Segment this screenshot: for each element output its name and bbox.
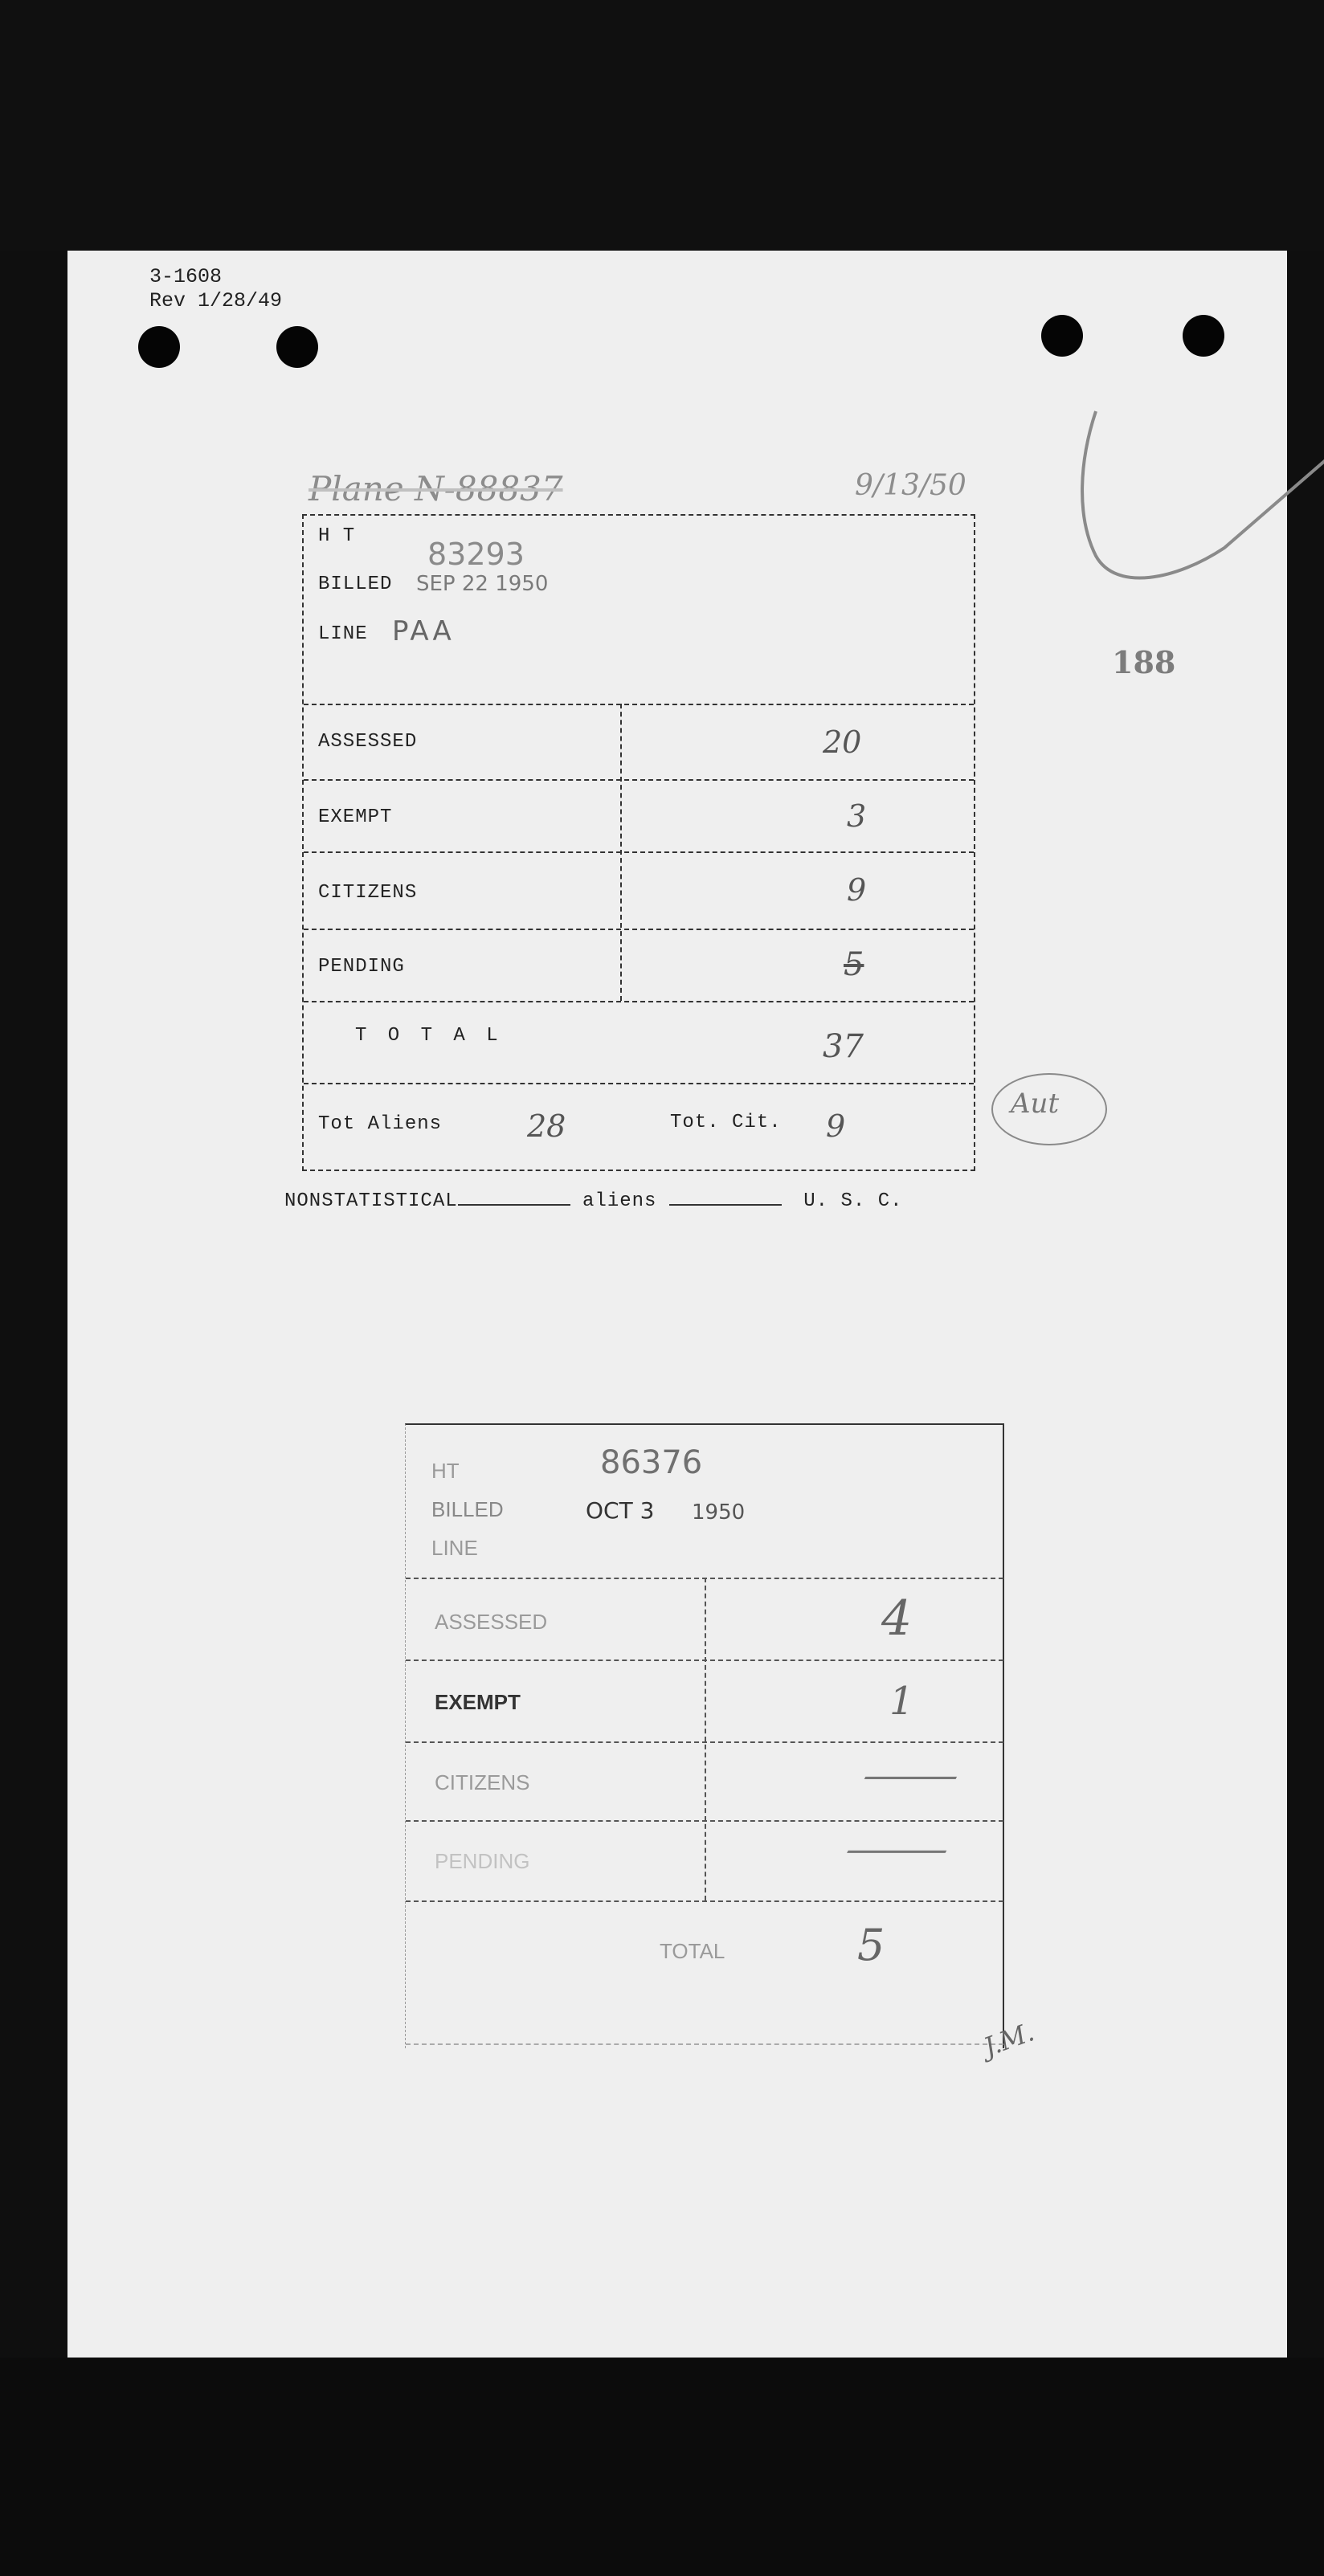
- column-divider: [705, 1578, 706, 1900]
- exempt-value: 1: [889, 1679, 914, 1724]
- assessed-label: ASSESSED: [435, 1610, 548, 1634]
- punch-hole-3: [1041, 315, 1083, 357]
- line-value: PAA: [392, 615, 455, 647]
- billed-stamp-year: 1950: [692, 1500, 746, 1525]
- plane-note: Plane N-88837: [309, 469, 563, 508]
- exempt-label: EXEMPT: [318, 806, 393, 828]
- line-label: LINE: [431, 1536, 478, 1560]
- form-revision: Rev 1/28/49: [149, 289, 283, 312]
- row-divider: [304, 1001, 974, 1002]
- pending-label: PENDING: [435, 1849, 530, 1873]
- citizens-value: —: [860, 1753, 961, 1798]
- aliens-label: aliens: [582, 1190, 657, 1212]
- nonstatistical-label: NONSTATISTICAL: [284, 1190, 458, 1212]
- bottom-rule: [406, 2043, 1003, 2045]
- billed-label: BILLED: [318, 574, 393, 595]
- assessed-label: ASSESSED: [318, 731, 418, 753]
- pending-value: 5: [844, 946, 864, 983]
- document-page: [67, 251, 1287, 2358]
- usc-label: U. S. C.: [803, 1190, 903, 1212]
- total-value: 5: [857, 1920, 885, 1970]
- billed-label: BILLED: [431, 1497, 504, 1521]
- billed-stamp-date: OCT 3: [586, 1497, 655, 1524]
- page-number: 188: [1112, 644, 1176, 680]
- initials-circle: [991, 1073, 1107, 1145]
- blank-line: [458, 1204, 570, 1206]
- row-divider: [304, 1083, 974, 1084]
- lower-initials: J.M.: [979, 2016, 1039, 2063]
- row-divider: [304, 851, 974, 853]
- column-divider: [620, 704, 622, 1001]
- line-label: LINE: [318, 623, 368, 645]
- ht-label: HT: [431, 1459, 460, 1483]
- scan-border-top: [0, 0, 1324, 251]
- total-value: 37: [823, 1028, 864, 1065]
- ht-value: 83293: [427, 537, 525, 572]
- citizens-label: CITIZENS: [318, 882, 418, 904]
- total-label: TOTAL: [660, 1939, 725, 1963]
- tot-cit-value: 9: [826, 1108, 846, 1144]
- ht-label: H T: [318, 525, 356, 547]
- punch-hole-1: [138, 326, 180, 368]
- form-number: 3-1608: [149, 265, 223, 288]
- scan-border-bottom: [0, 2358, 1324, 2576]
- lower-record-card: [405, 1423, 1004, 2048]
- billed-stamp: SEP 22 1950: [416, 572, 549, 596]
- nonstatistical-line: [284, 1190, 903, 1212]
- assessed-value: 20: [823, 725, 862, 760]
- tot-aliens-value: 28: [527, 1108, 566, 1144]
- citizens-label: CITIZENS: [435, 1770, 530, 1794]
- exempt-label: EXEMPT: [435, 1690, 521, 1714]
- pending-value: —: [843, 1827, 951, 1872]
- row-divider: [304, 929, 974, 930]
- row-divider: [406, 1900, 1003, 1902]
- exempt-value: 3: [847, 798, 867, 834]
- tot-cit-label: Tot. Cit.: [670, 1112, 782, 1133]
- upper-record-card: [302, 514, 975, 1171]
- punch-hole-4: [1183, 315, 1224, 357]
- row-divider: [304, 779, 974, 781]
- checkmark-icon: [1007, 395, 1324, 612]
- punch-hole-2: [276, 326, 318, 368]
- citizens-value: 9: [847, 872, 867, 908]
- date-note: 9/13/50: [855, 469, 966, 502]
- pending-label: PENDING: [318, 956, 405, 978]
- blank-line: [669, 1204, 782, 1206]
- ht-value: 86376: [600, 1444, 703, 1481]
- total-label: T O T A L: [355, 1025, 503, 1047]
- form-code: [149, 265, 282, 313]
- assessed-value: 4: [881, 1590, 913, 1647]
- initials: Aut: [1011, 1088, 1060, 1120]
- row-divider: [304, 704, 974, 705]
- tot-aliens-label: Tot Aliens: [318, 1113, 443, 1135]
